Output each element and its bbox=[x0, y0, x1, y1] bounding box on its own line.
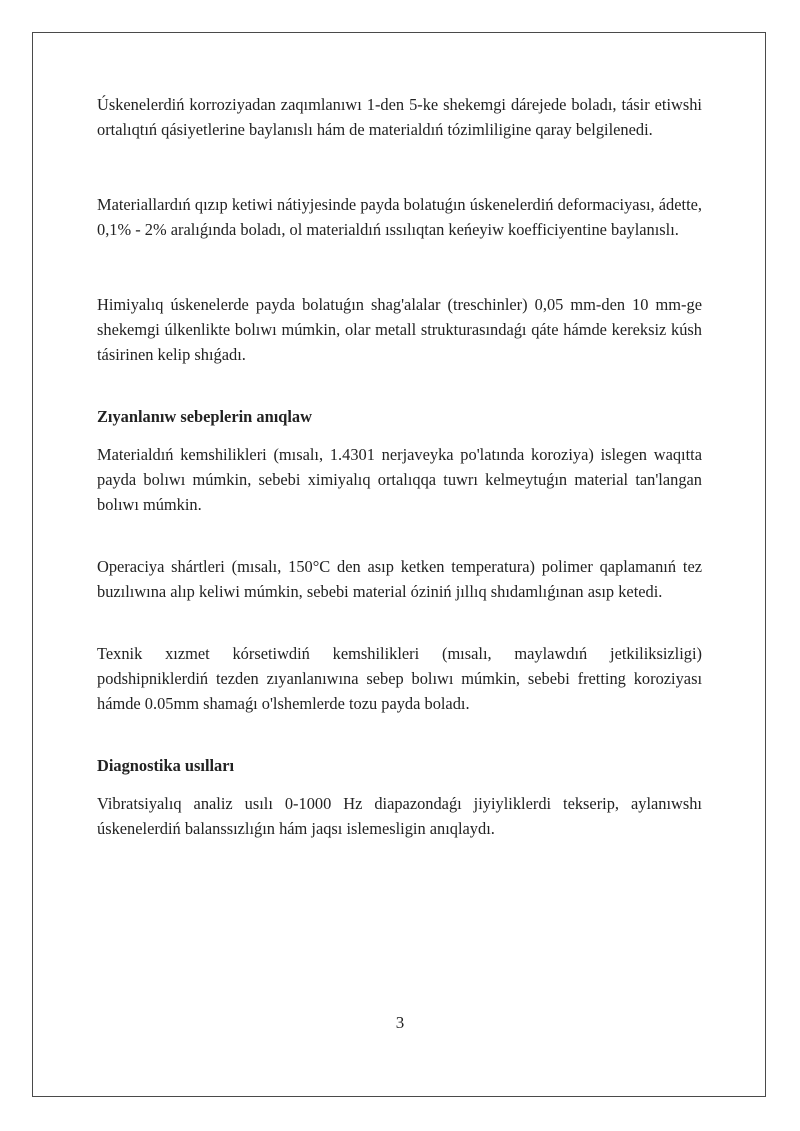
page-number: 3 bbox=[395, 1013, 405, 1032]
paragraph-operating-conditions: Operaciya shártleri (mısalı, 150°C den asıp ketken temperatura) polimer qaplamanıń tez buzılıwına alıp keliwi múmkin, sebebi material óziniń jıllıq shıdamlıǵınan asıp ketedi. bbox=[97, 557, 702, 601]
paragraph-maintenance-defects: Texnik xızmet kórsetiwdiń kemshilikleri (mısalı, maylawdıń jetkiliksizligi) podshipniklerdiń tezden zıyanlanıwına sebep bolıwı múmkin, sebebi fretting koroziyası hámde 0.05mm shamaǵı o'lshemlerde tozu payda boladı. bbox=[97, 644, 702, 713]
paragraph-corrosion-levels: Úskenelerdiń korroziyadan zaqımlanıwı 1-den 5-ke shekemgi dárejede boladı, tásir etiwshi ortalıqtıń qásiyetlerine baylanıslı hám de materialdıń tózimliligine qaray belgilenedi. bbox=[97, 95, 702, 139]
document-body bbox=[97, 92, 702, 841]
paragraph-cracks: Himiyalıq úskenelerde payda bolatuǵın shag'alalar (treschinler) 0,05 mm-den 10 mm-ge shekemgi úlkenlikte bolıwı múmkin, olar metall strukturasındaǵı qáte hámde kereksiz kúsh tásirinen kelip shıǵadı. bbox=[97, 295, 702, 364]
paragraph-material-defects: Materialdıń kemshilikleri (mısalı, 1.4301 nerjaveyka po'latında koroziya) islegen waqıtta payda bolıwı múmkin, sebebi ximiyalıq ortalıqqa tuwrı kelmeytuǵın material tan'langan bolıwı múmkin. bbox=[97, 445, 702, 514]
heading-damage-causes: Zıyanlanıw sebeplerin anıqlaw bbox=[97, 407, 312, 426]
paragraph-thermal-deformation: Materiallardıń qızıp ketiwi nátiyjesinde payda bolatuǵın úskenelerdiń deformaciyası, ádette, 0,1% - 2% aralıǵında boladı, ol materialdıń ıssılıqtan keńeyiw koefficiyentine baylanıslı. bbox=[97, 195, 702, 239]
paragraph-vibration-analysis: Vibratsiyalıq analiz usılı 0-1000 Hz diapazondaǵı jiyiyliklerdi tekserip, aylanıwshı úskenelerdiń balanssızlıǵın hám jaqsı islemesligin anıqlaydı. bbox=[97, 794, 702, 838]
heading-diagnostics-methods: Diagnostika usılları bbox=[97, 756, 235, 775]
